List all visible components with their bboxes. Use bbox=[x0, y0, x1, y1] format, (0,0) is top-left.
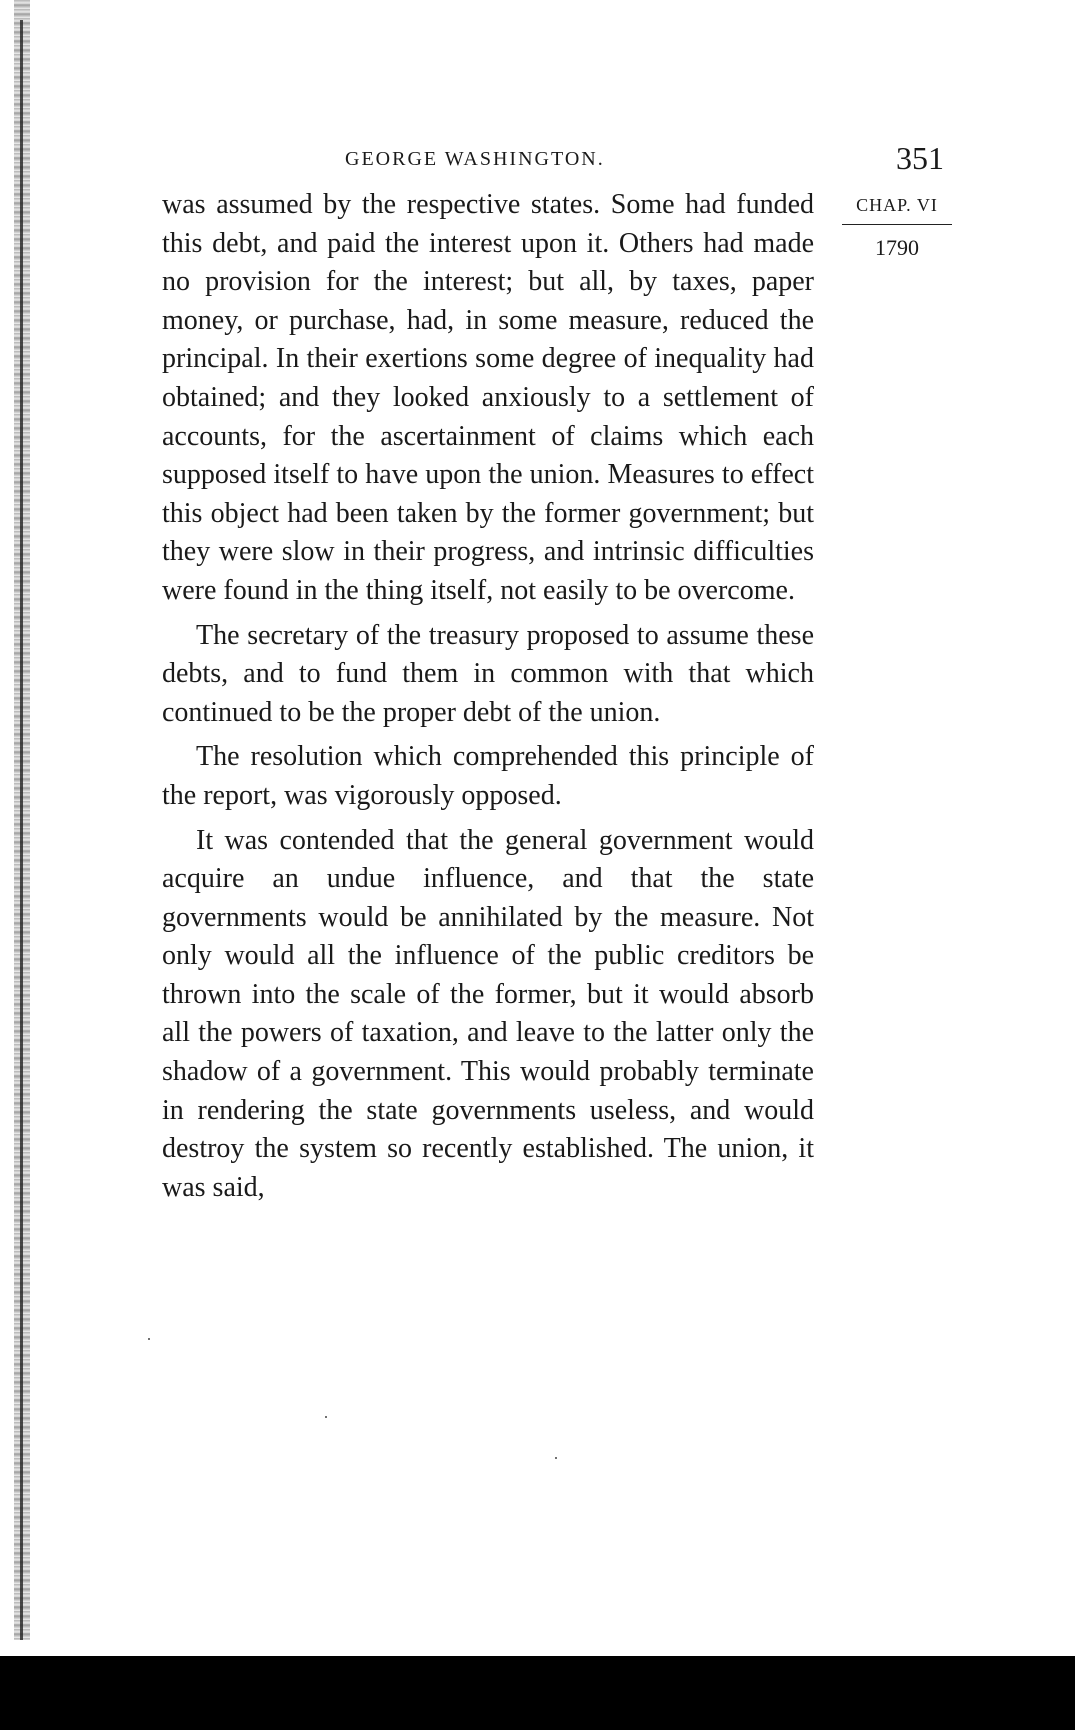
paragraph: It was contended that the general government would acquire an undue influence, and that the state governments would be annihilated by the measure. Not only would all the influence of the public creditors be thrown into the scale of the former, but it would absorb all the powers of taxation, and leave to the latter only the shadow of a government. This would probably terminate in rendering the state governments useless, and would destroy the system so recently established. The union, it was said, bbox=[162, 824, 814, 1203]
page-number: 351 bbox=[896, 140, 944, 176]
running-title: GEORGE WASHINGTON. bbox=[345, 148, 605, 170]
chapter-label: CHAP. VI bbox=[842, 195, 952, 225]
body-text bbox=[162, 186, 814, 1207]
scan-speck bbox=[555, 1457, 557, 1459]
binding-line bbox=[20, 20, 23, 1640]
margin-note bbox=[842, 195, 952, 261]
scan-speck bbox=[148, 1338, 150, 1340]
scan-speck bbox=[325, 1416, 327, 1418]
year-label: 1790 bbox=[875, 235, 919, 260]
paragraph: The secretary of the treasury proposed to assume these debts, and to fund them in common with that which continued to be the proper debt of the union. bbox=[162, 619, 814, 728]
paragraph: was assumed by the respective states. Some had funded this debt, and paid the interest upon it. Others had made no provision for the interest; but all, by taxes, paper money, or purchase, had, in some measure, reduced the principal. In their exertions some degree of inequality had obtained; and they looked anxiously to a settlement of accounts, for the ascertainment of claims which each supposed itself to have upon the union. Measures to effect this object had been taken by the former government; but they were slow in their progress, and intrinsic difficulties were found in the thing itself, not easily to be overcome. bbox=[162, 189, 814, 606]
paragraph: The resolution which comprehended this principle of the report, was vigorously opposed. bbox=[162, 741, 814, 811]
scan-bottom-edge bbox=[0, 1656, 1075, 1730]
